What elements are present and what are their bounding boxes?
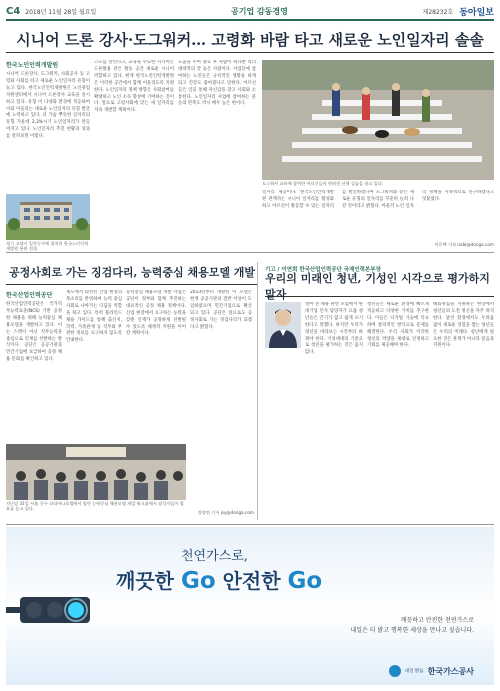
article3-headline: 우리의 미래인 청년, 기성인 시각으로 평가하지 말자	[265, 276, 494, 297]
page-number: C4	[6, 5, 21, 17]
article1-column-4	[262, 190, 494, 240]
section-divider	[6, 252, 494, 253]
article2-text-2: 제도에서 외면된 산업 현장의 목소리를 반영하여 능력 중심 사회로 나아가는 디딤돌 역할을 하고 있다. 특히 블라인드 채용 가이드를 통해 출신지, 학력, 가족관계 등 직무와 무관한 정보를 요구하지 않도록 안내한다.	[66, 290, 122, 344]
ad-word-safe: 안전한	[215, 569, 288, 593]
issue-date: 2018년 11월 28일 월요일	[25, 8, 97, 16]
ad-word-clean: 깨끗한	[116, 569, 181, 593]
logo-slogan: 내일 밝음	[404, 669, 424, 674]
article2-column-4	[190, 290, 252, 506]
article1-column-3	[178, 60, 256, 240]
traffic-light-illustration	[6, 527, 494, 685]
article2-text-4: 2013년부터 개발된 이 모델은 현재 공공기관의 절반 이상이 도입하였으며 민간기업으로 확산되고 있다. 공단은 앞으로도 공정사회로 가는 징검다리가 되겠다고 밝혔다.	[190, 290, 252, 330]
article2-headline: 공정사회로 가는 징검다리, 능력중심 채용모델 개발	[6, 260, 258, 285]
article1-text-4: 일자리 제공이다. 한국노인인력개발원 관계자는 시니어 일자리를 활성화하고 어르신이 활동할 수 있는 일자리를 발굴하겠다며 도그워커와 같은 새로운 유형의 일자리를 꾸준히 늘려 나갈 것이라고 밝혔다. 아울러 노인 일자리 정책을 지속적으로 연구하겠다고 덧붙였다.	[262, 190, 494, 209]
flame-logo-icon	[389, 665, 401, 677]
article2-column-2	[66, 290, 122, 440]
article1-column-2	[94, 60, 174, 240]
article2-text-1: 한국산업인력공단은 국가직무능력표준(NCS) 기반 공정한 채용을 위해 능력중심 채용모델을 개발하고 있다. 이는 스펙이 아닌 직무능력을 중심으로 인재를 선발하는 방식이다. 공단은 공공기관과 민간기업에 보급하여 공정 채용 문화를 확산하고 있다.	[6, 302, 62, 363]
article3-text-3: 해외취업을 지원하는 현장에서 청년들의 도전 정신을 자주 목격한다. 낯선 환경에서도 두려움 없이 새로운 경험을 쌓는 청년들은 우리의 미래다. 청년에게 필요한 것은 훈계가 아니라 믿음과 지원이다.	[433, 302, 494, 349]
gas-corp-advertisement	[6, 527, 494, 685]
dogwalker-photo	[262, 60, 494, 180]
article1-headline: 시니어 드론 강사·도그워커… 고령화 바람 타고 새로운 노인일자리 솔솔	[6, 27, 494, 53]
article1-column-1	[6, 60, 90, 192]
article2-column-3	[126, 290, 186, 440]
ad-headline-line2	[116, 565, 322, 594]
article3-kicker: 기고 / 이연희 한국산업인력공단 국제인력본부장	[265, 267, 381, 273]
ad-subcopy-1: 깨끗하고 안전한 천연가스로	[400, 617, 474, 624]
article3-column-2	[367, 302, 429, 518]
newspaper-brand: 동아일보	[459, 7, 494, 18]
ad-headline-line1: 천연가스로,	[181, 549, 248, 564]
column-divider	[257, 262, 258, 520]
dogwalker-photo-caption: 도그워커 교육에 참여한 어르신들이 반려견 산책 실습을 하고 있다.	[262, 181, 384, 186]
article1-text-1: 시니어 드론강사, 도그워커, 사회공사 등 고령화 사회를 타고 새로운 노인일자리 유형이 늘고 있다. 한국노인인력개발원은 노인취업지원센터에서 시니어 드론강사 교육을 실시하고 있다. 유형 이 다양화 환경에 적응하여 이와 어울리는 새로운 노인일자리 유형 발굴에 노력하고 있다. 더 가슴 뿌듯한 일자리의 유형 가운데 2,3%시기 노인일자리가 만들어지고 있다. 노인일자리 추진 현황과 성과를 살펴보면 이렇다.	[6, 72, 90, 140]
workshop-photo	[6, 444, 186, 500]
workshop-photo-caption: 지난달 31일 서울 중구 코리아나호텔에서 열린 능력중심 채용모델 개발 워크숍에서 참석자들이 발표를 듣고 있다.	[6, 501, 184, 512]
logo-company-name: 한국가스공사	[427, 666, 474, 676]
gas-corp-logo	[389, 665, 474, 677]
ad-go-1: Go	[180, 568, 216, 594]
ad-divider	[6, 524, 494, 525]
article1-text-2: 고도를 살린다고, 교육을 수료한 시니어는 드론활용 같은 활동 공간 새로운 시니어 역할하고 있다. 현재 한국노인인력개발원은 이러한 공간에서 함께 어울리도록 지원한다. 노인일자리 정책 방향은 사회참여를 확대하고 노인 소득 향상에 기여하는 것이다. 앞으로 고령사회에 맞는 새 일자리를 지속 개발할 계획이다.	[94, 60, 174, 114]
article2-category: 한국산업인력공단	[6, 292, 53, 299]
issue-number: 제28232호	[422, 8, 454, 16]
masthead	[6, 3, 494, 21]
article3-column-1	[305, 302, 363, 518]
article1-category: 한국노인인력개발원	[6, 62, 59, 69]
article1-text-3: 도움을 주며 종료 후 사람이 하나뿐 리더 대략적의 갈 등은 사람이다. 사업단에 참여하는 노인들은 규칙적인 생활을 하게 되고 건강도 좋아졌다고 말한다. 어르신들은 일을 통해 자신감을 찾고 사회와 소통한다. 노인일자리 사업에 참여하는 분들의 만족도 역시 매우 높은 편이다.	[178, 60, 256, 107]
article1-byline: 이은택 기자 nabi@donga.com	[434, 242, 494, 247]
article3-text-2: 청년들은 새로운 환경에 빠르게 적응하고 다양한 가치를 추구한다. 이들은 디지털 기술에 익숙하며 창의적인 방식으로 문제를 해결한다. 우리 사회가 이러한 청년의 역량을 제대로 인정하고 기회를 제공해야 한다.	[367, 302, 429, 349]
author-photo	[265, 302, 301, 348]
article2-text-3: 능력중심 채용모델 개발 사업은 공단이 정부와 함께 추진하는 대표적인 공정 채용 정책이다. 산업 현장에서 요구하는 능력을 갖춘 인재가 공정하게 선발될 수 있도록 체계적 지원을 이어갈 계획이다.	[126, 290, 186, 337]
building-photo	[6, 194, 90, 240]
article3-column-3	[433, 302, 494, 518]
article2-byline: 정상연 기자 jsy@donga.com	[197, 510, 254, 515]
building-photo-caption: 경기 고양시 일산동구에 위치한 한국노인인력개발원 본관 전경.	[6, 241, 89, 252]
ad-go-2: Go	[287, 568, 323, 594]
article2-column-1	[6, 290, 62, 440]
ad-subcopy-2: 내일은 더 밝고 행복한 세상을 만나고 싶습니다.	[350, 627, 474, 634]
article3-text-1: 얼마 전 채용 관련 모임에서 한 대기업 인사 담당자가 요즘 청년들은 끈기가 없고 쉽게 포기한다고 말했다. 하지만 우리가 청년을 바라보는 시각부터 바꿔야 한다. 기성세대의 기준으로 청년을 평가하는 것은 옳지 않다.	[305, 302, 363, 356]
section-title: 공기업 감동경영	[230, 6, 288, 16]
